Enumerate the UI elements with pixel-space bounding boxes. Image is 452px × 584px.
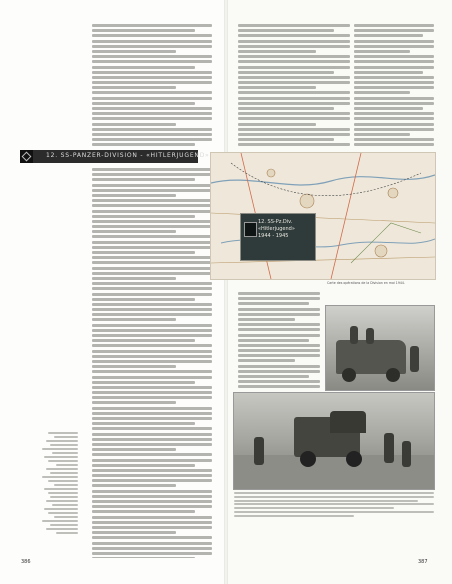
page-number-right: 387	[418, 559, 428, 565]
right-text-top	[238, 24, 350, 148]
plaque-text: 12. SS-Pz.Div. «Hitlerjugend» 1944 - 1945	[258, 219, 295, 239]
photo-caption	[234, 492, 434, 519]
shield-icon	[244, 222, 257, 237]
gutter	[224, 0, 228, 584]
division-plaque	[240, 213, 316, 261]
chapter-title: 12. SS-PANZER-DIVISION - «HITLERJUGEND»	[46, 152, 210, 159]
right-text-mid	[238, 292, 320, 388]
archive-photo-vehicle	[325, 305, 435, 391]
chapter-header	[20, 150, 210, 163]
left-text-main	[92, 168, 212, 558]
archive-photo-truck	[233, 392, 435, 490]
map-caption: Carte des opérations de la Division en mai 1944.	[327, 281, 405, 285]
margin-note	[38, 432, 78, 536]
right-text-top-2	[354, 24, 434, 148]
page-number-left: 386	[21, 559, 31, 565]
left-text-top	[92, 24, 212, 148]
division-emblem-icon	[20, 150, 33, 163]
